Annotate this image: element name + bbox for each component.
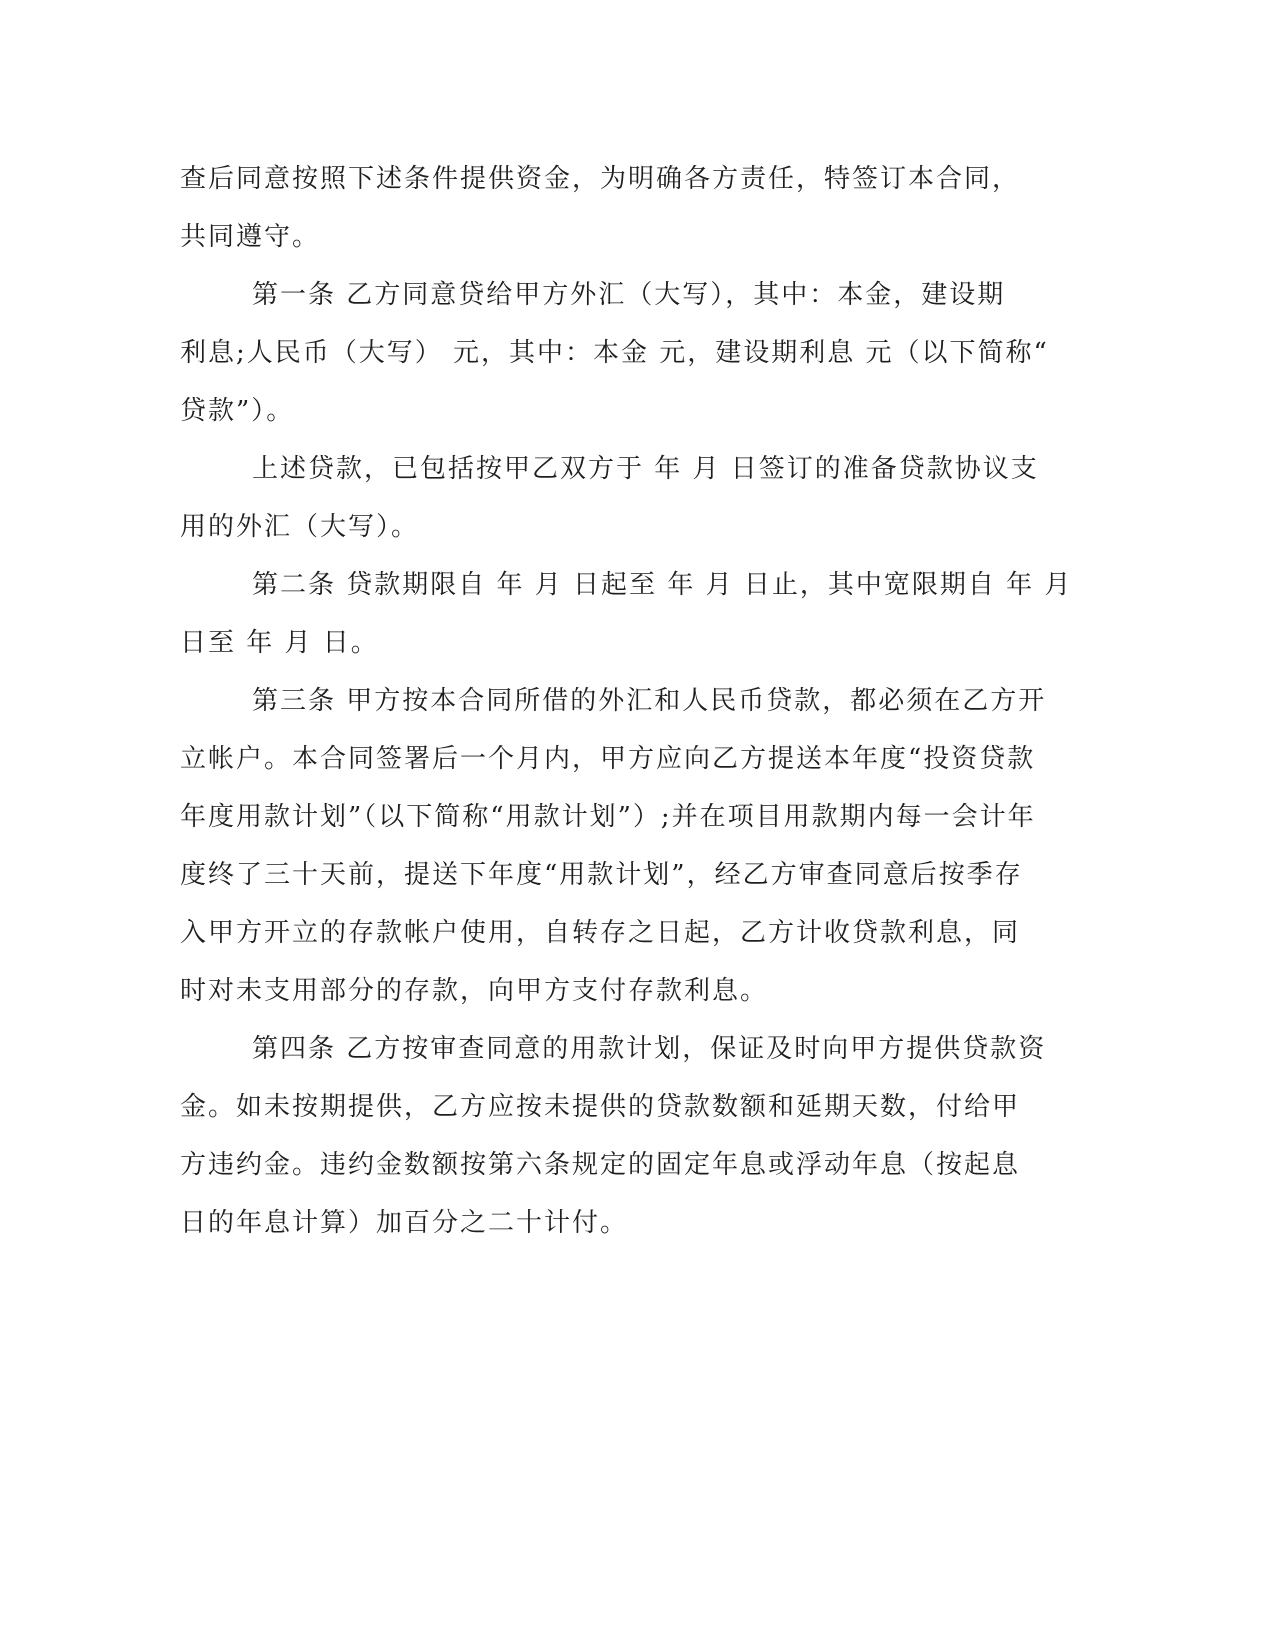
text-line: 入甲方开立的存款帐户使用，自转存之日起，乙方计收贷款利息，同	[180, 918, 1021, 948]
text-line: 用的外汇（大写）。	[180, 512, 420, 542]
text-line: 第三条 甲方按本合同所借的外汇和人民币贷款，都必须在乙方开	[252, 686, 1047, 716]
text-line: 第一条 乙方同意贷给甲方外汇（大写），其中：本金，建设期	[252, 280, 1006, 310]
text-line: 度终了三十天前，提送下年度“用款计划”，经乙方审查同意后按季存	[180, 860, 1023, 890]
text-line: 查后同意按照下述条件提供资金，为明确各方责任，特签订本合同，	[180, 164, 1021, 194]
text-line: 年度用款计划”（以下简称“用款计划”）;并在项目用款期内每一会计年	[180, 802, 1036, 832]
text-line: 时对未支用部分的存款，向甲方支付存款利息。	[180, 976, 769, 1006]
text-line: 第二条 贷款期限自 年 月 日起至 年 月 日止，其中宽限期自 年 月	[252, 570, 1073, 600]
text-line: 立帐户。本合同签署后一个月内，甲方应向乙方提送本年度“投资贷款	[180, 744, 1036, 774]
text-line: 日的年息计算）加百分之二十计付。	[180, 1208, 629, 1238]
document-body	[180, 150, 1073, 1252]
text-line: 方违约金。违约金数额按第六条规定的固定年息或浮动年息（按起息	[180, 1150, 1021, 1180]
text-line: 利息;人民币（大写） 元，其中：本金 元，建设期利息 元（以下简称“	[180, 338, 1049, 368]
text-line: 贷款”）。	[180, 396, 295, 426]
text-line: 日至 年 月 日。	[180, 628, 379, 658]
text-line: 上述贷款，已包括按甲乙双方于 年 月 日签订的准备贷款协议支	[252, 454, 1039, 484]
text-line: 金。如未按期提供，乙方应按未提供的贷款数额和延期天数，付给甲	[180, 1092, 1021, 1122]
text-line: 第四条 乙方按审查同意的用款计划，保证及时向甲方提供贷款资	[252, 1034, 1047, 1064]
text-line: 共同遵守。	[180, 222, 321, 252]
